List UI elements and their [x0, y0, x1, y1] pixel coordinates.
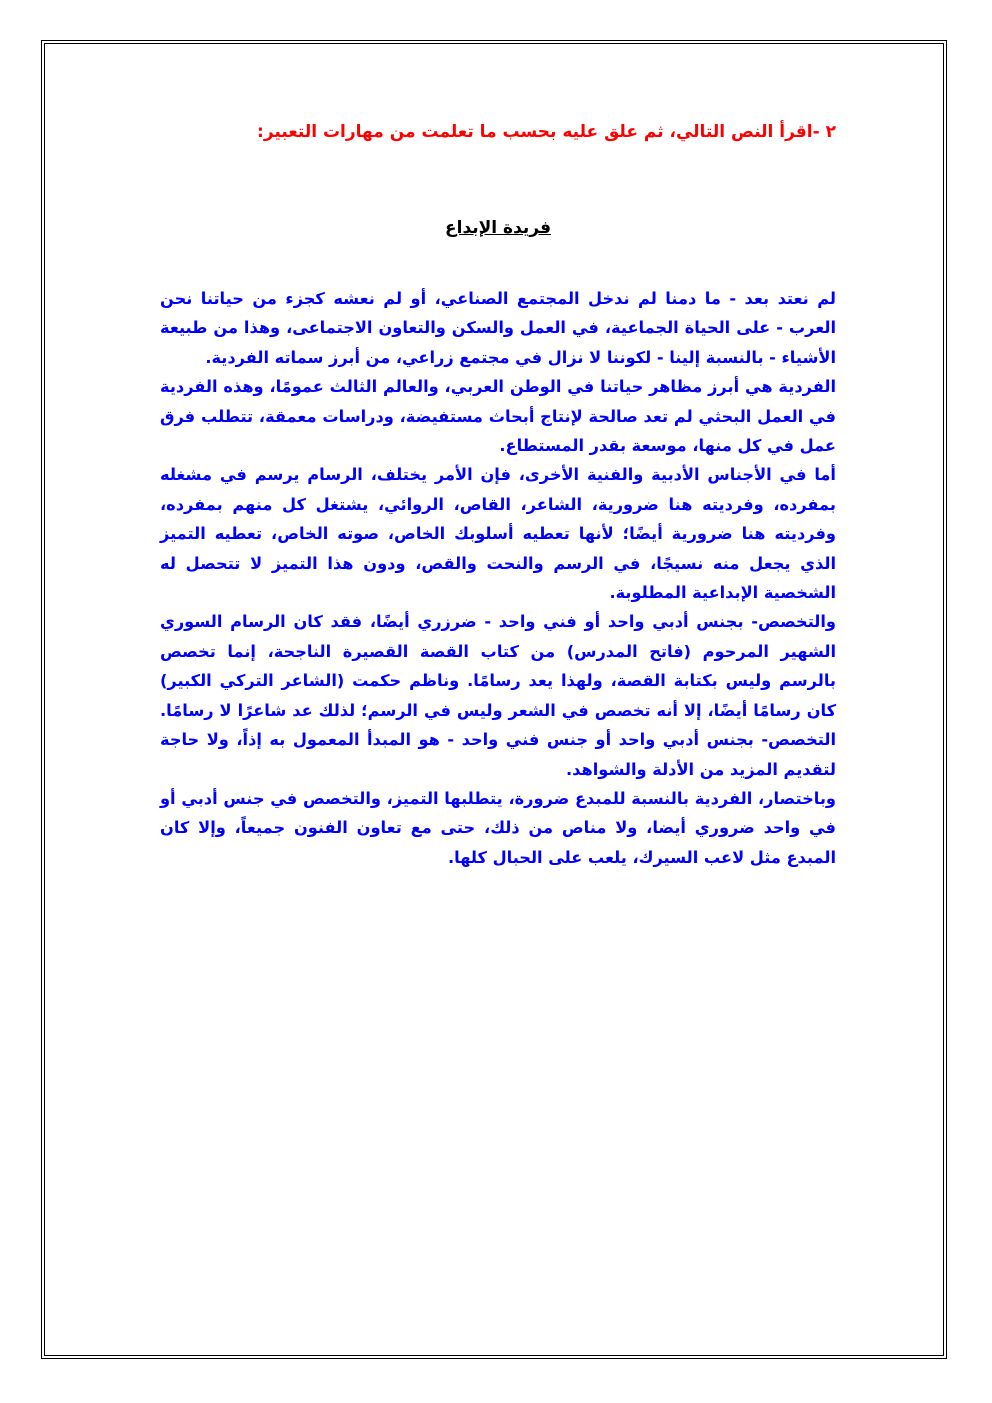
document-content: [160, 118, 836, 872]
paragraph: أما في الأجناس الأدبية والفنية الأخرى، فإن الأمر يختلف، الرسام يرسم في مشغله بمفرده، وفرديته هنا ضرورية، الشاعر، القاص، الروائي، يشتغل كل منهم بمفرده، وفرديته هنا ضرورية أيضًا؛ لأنها تعطيه أسلوبك الخاص، صوته الخاص، تعطيه التميز الذي يجعل منه نسيجًا، في الرسم والنحت والقص، ودون هذا التميز لا تتحصل له الشخصية الإبداعية المطلوبة.: [160, 465, 836, 603]
question-line: [160, 118, 836, 146]
paragraph: وباختصار، الفردية بالنسبة للمبدع ضرورة، يتطلبها التميز، والتخصص في جنس أدبي أو في واحد ضروري أيضا، ولا مناص من ذلك، حتى مع تعاون الفنون جميعاً، وإلا كان المبدع مثل لاعب السيرك، يلعب على الحبال كلها.: [160, 788, 836, 867]
paragraph: لم نعتد بعد - ما دمنا لم ندخل المجتمع الصناعي، أو لم نعشه كجزء من حياتنا نحن العرب - على الحياة الجماعية، في العمل والسكن والتعاون الاجتماعى، وهذا من طبيعة الأشياء - بالنسبة إلينا - لكوننا لا نزال في مجتمع زراعي، من أبرز سماته الفردية.: [160, 289, 836, 367]
paragraph: الفردية هي أبرز مظاهر حياتنا في الوطن العربي، والعالم الثالث عمومًا، وهذه الفردية في العمل البحثي لم تعد صالحة لإنتاج أبحاث مستفيضة، ودراسات معمقة، تتطلب فرق عمل في كل منها، موسعة بقدر المستطاع.: [160, 377, 836, 456]
question-number: ٢: [825, 122, 836, 142]
question-text: -اقرأ النص التالي، ثم علق عليه بحسب ما تعلمت من مهارات التعبير:: [257, 122, 820, 142]
text-body: [160, 284, 836, 872]
text-title: فريدة الإبداع: [445, 218, 551, 238]
paragraph: والتخصص- بجنس أدبي واحد أو فني واحد - ضرزري أيضًا، فقد كان الرسام السوري الشهير المرحوم (فاتح المدرس) من كتاب القصة القصيرة الناجحة، إنما تخصص بالرسم وليس بكتابة القصة، ولهذا يعد رسامًا. وناظم حكمت (الشاعر التركي الكبير) كان رسامًا أيضًا، إلا أنه تخصص في الشعر وليس في الرسم؛ لذلك عد شاعرًا لا رسامًا. التخصص- بجنس أدبي واحد أو جنس فني واحد - هو المبدأ المعمول به إذاً، ولا حاجة لتقديم المزيد من الأدلة والشواهد.: [160, 612, 836, 779]
